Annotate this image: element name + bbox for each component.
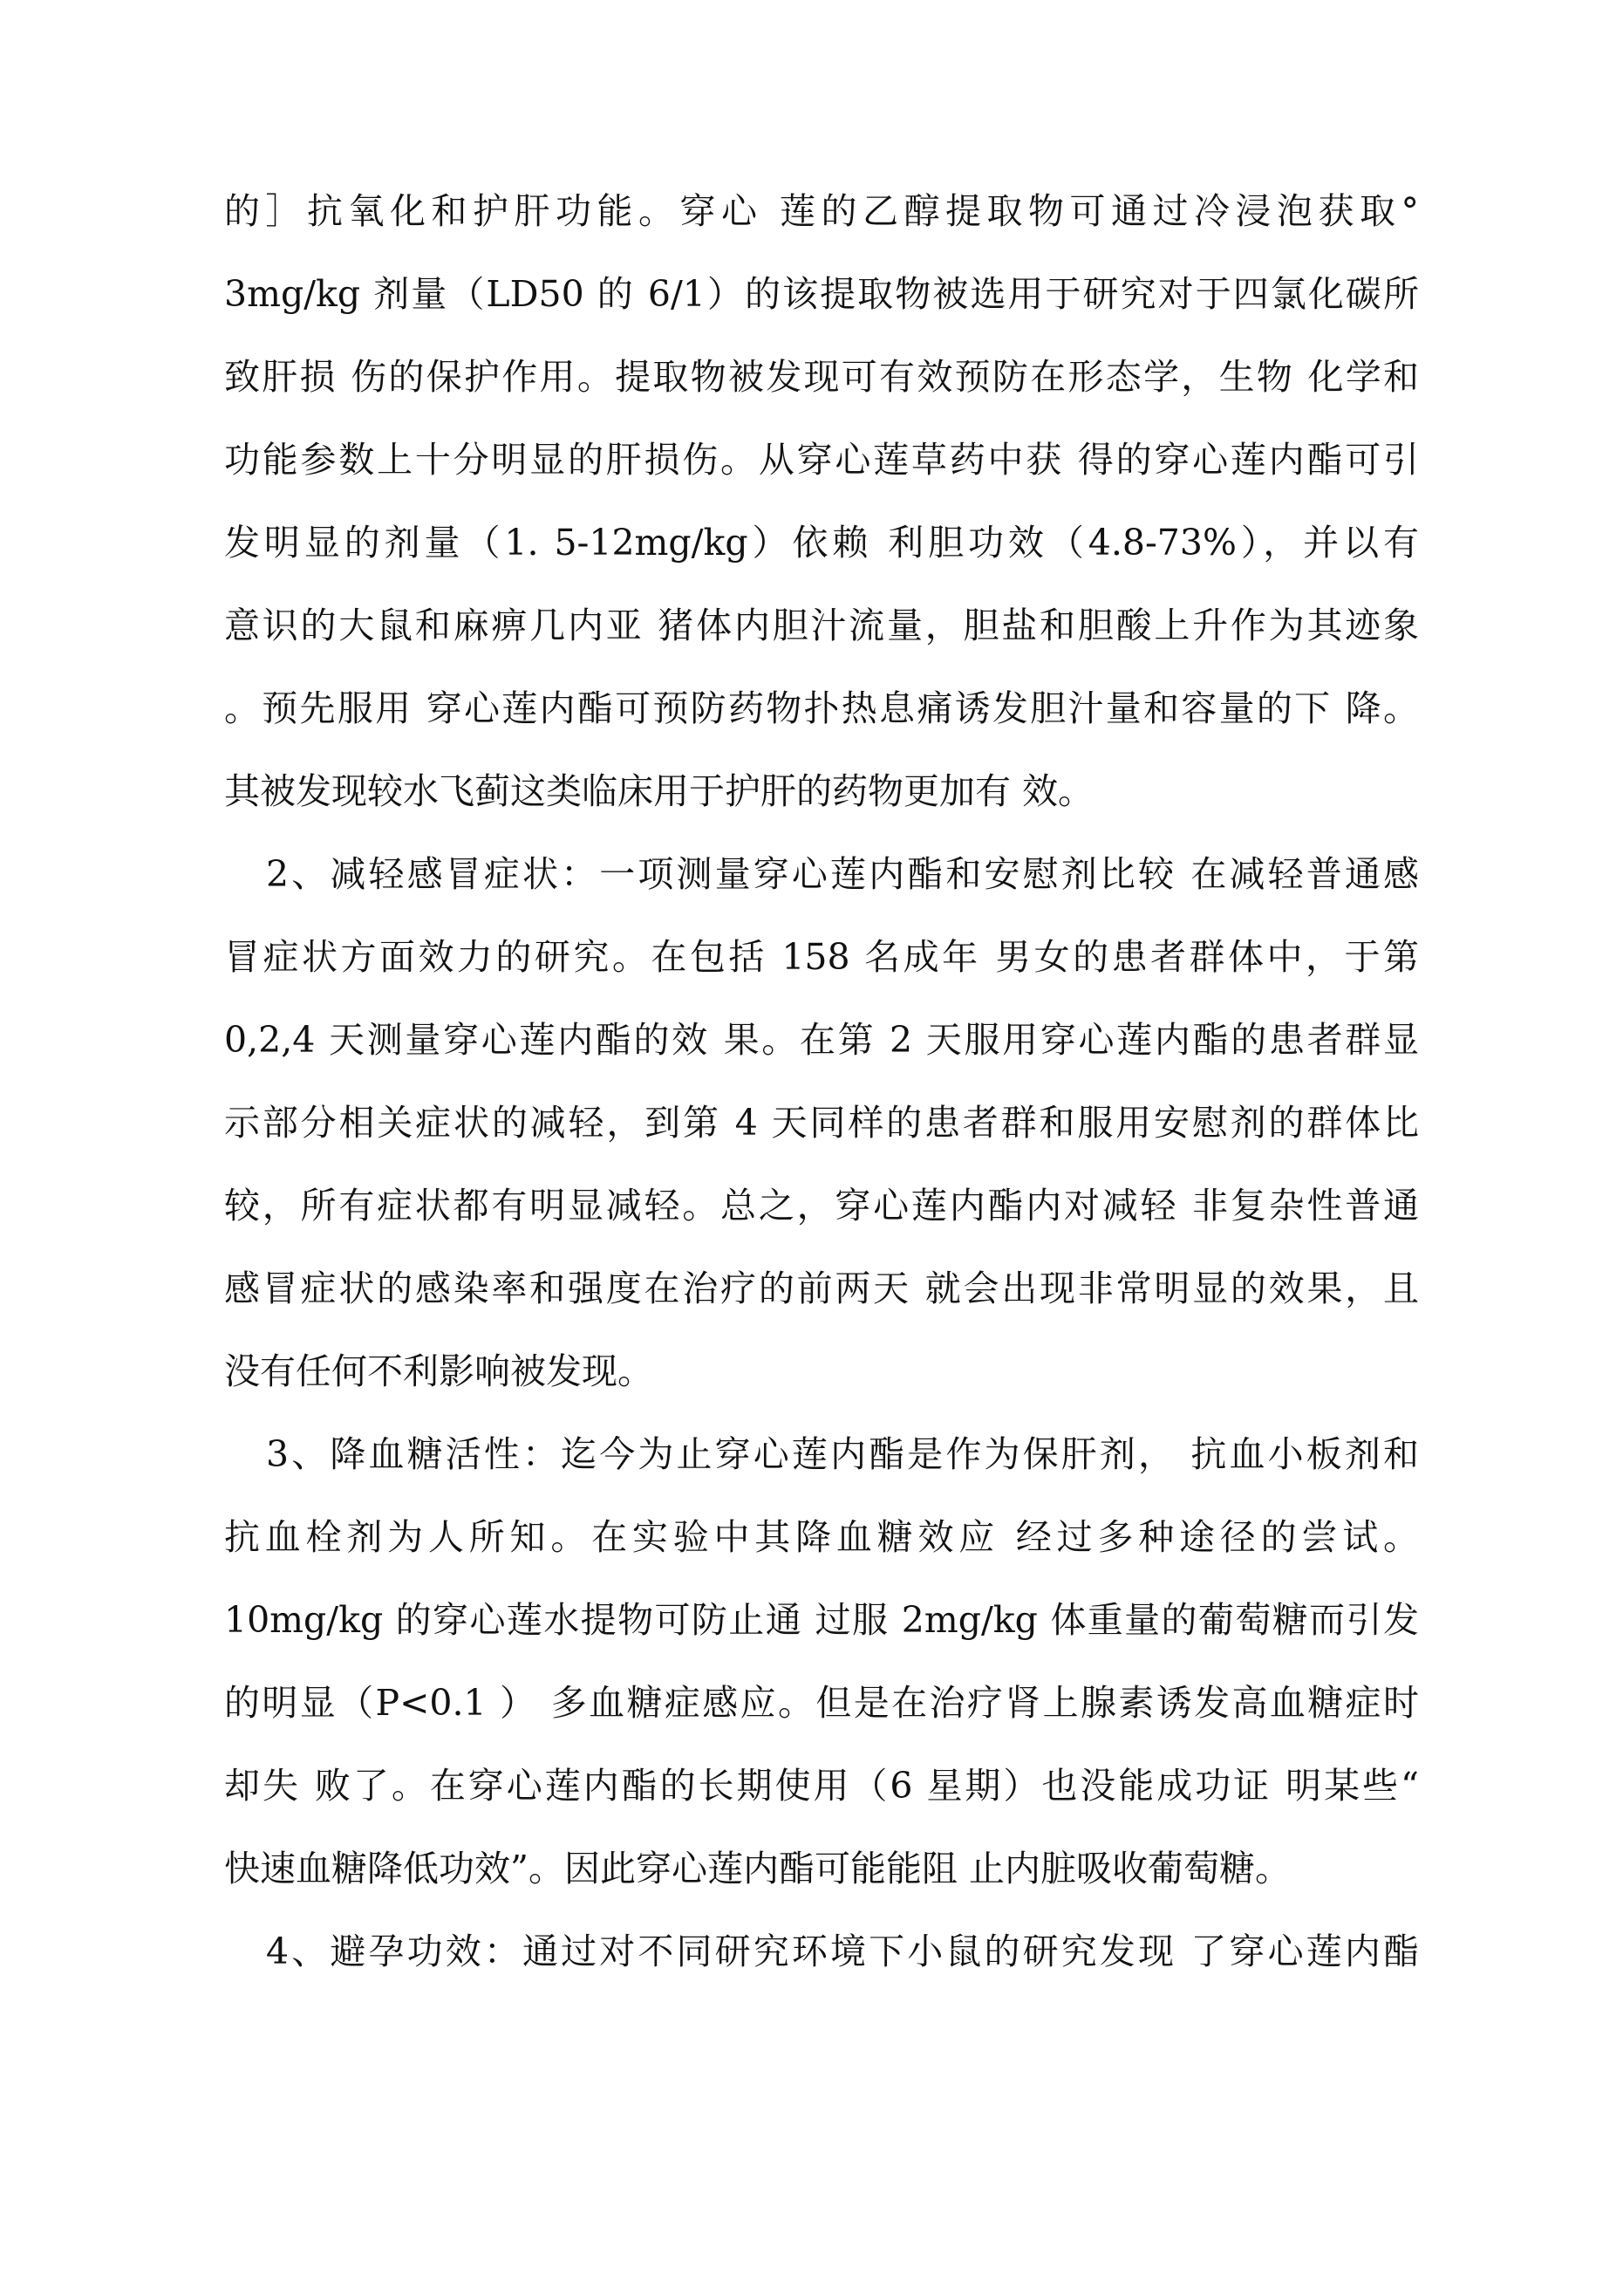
text-line: 功能参数上十分明显的肝损伤。从穿心莲草药中获 得的穿心莲内酯可引 [224, 439, 1419, 481]
text-line: 的］抗氧化和护肝功能。穿心 莲的乙醇提取物可通过冷浸泡获取° [224, 190, 1419, 232]
text-line: 较，所有症状都有明显减轻。总之，穿心莲内酯内对减轻 非复杂性普通 [224, 1185, 1419, 1227]
text-line: 其被发现较水飞蓟这类临床用于护肝的药物更加有 效。 [224, 770, 1095, 812]
text-line: 抗血栓剂为人所知。在实验中其降血糖效应 经过多种途径的尝试。 [224, 1516, 1419, 1558]
text-line: 10mg/kg 的穿心莲水提物可防止通 过服 2mg/kg 体重量的葡萄糖而引发 [224, 1599, 1419, 1641]
text-line: 2、减轻感冒症状：一项测量穿心莲内酯和安慰剂比较 在减轻普通感 [266, 853, 1419, 895]
text-line: 0,2,4 天测量穿心莲内酯的效 果。在第 2 天服用穿心莲内酯的患者群显 [224, 1019, 1419, 1061]
text-line: 没有任何不利影响被发现。 [224, 1350, 653, 1392]
text-line: 快速血糖降低功效”。因此穿心莲内酯可能能阻 止内脏吸收葡萄糖。 [224, 1848, 1291, 1889]
text-line: 的明显（P<0.1 ） 多血糖症感应。但是在治疗肾上腺素诱发高血糖症时 [224, 1682, 1419, 1724]
text-line: 3mg/kg 剂量（LD50 的 6/1）的该提取物被选用于研究对于四氯化碳所 [224, 273, 1419, 315]
text-line: 发明显的剂量（1. 5-12mg/kg）依赖 利胆功效（4.8-73%），并以有 [224, 522, 1419, 564]
text-line: 致肝损 伤的保护作用。提取物被发现可有效预防在形态学，生物 化学和 [224, 356, 1419, 398]
text-line: 。预先服用 穿心莲内酯可预防药物扑热息痛诱发胆汁量和容量的下 降。 [224, 687, 1419, 729]
text-line: 3、降血糖活性：迄今为止穿心莲内酯是作为保肝剂， 抗血小板剂和 [266, 1433, 1419, 1475]
text-line: 4、避孕功效：通过对不同研究环境下小鼠的研究发现 了穿心莲内酯 [266, 1930, 1419, 1972]
text-line: 感冒症状的感染率和强度在治疗的前两天 就会出现非常明显的效果，且 [224, 1268, 1419, 1309]
text-line: 意识的大鼠和麻痹几内亚 猪体内胆汁流量，胆盐和胆酸上升作为其迹象 [224, 605, 1419, 646]
text-line: 示部分相关症状的减轻，到第 4 天同样的患者群和服用安慰剂的群体比 [224, 1102, 1419, 1144]
body-text [224, 170, 1419, 1993]
text-line: 冒症状方面效力的研究。在包括 158 名成年 男女的患者群体中，于第 [224, 936, 1419, 978]
text-line: 却失 败了。在穿心莲内酯的长期使用（6 星期）也没能成功证 明某些“ [224, 1765, 1419, 1807]
